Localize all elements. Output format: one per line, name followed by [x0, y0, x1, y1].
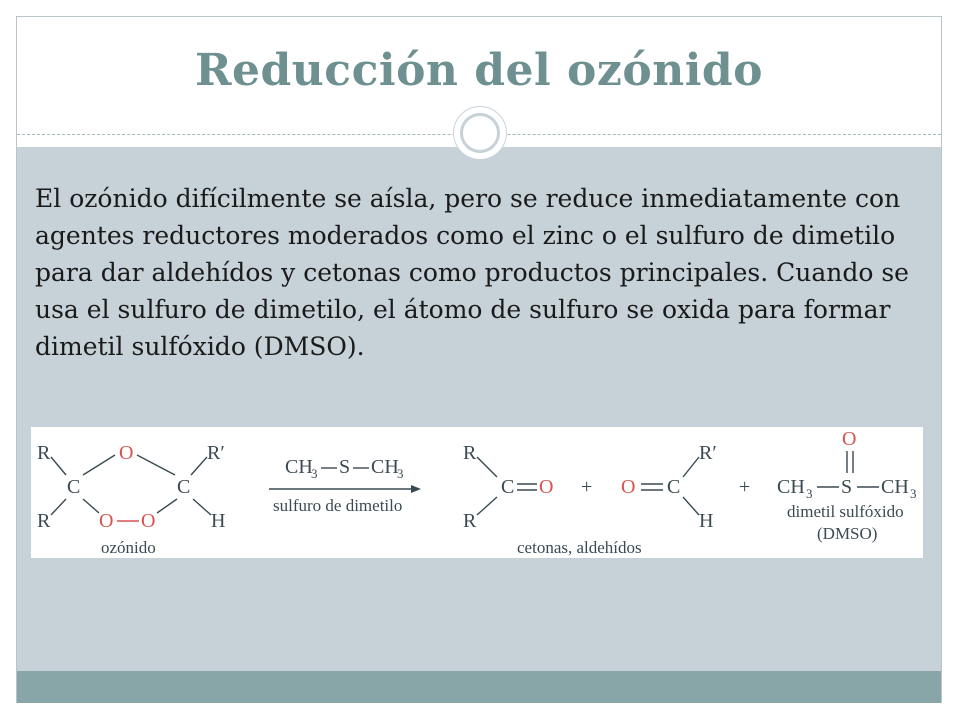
reagent-caption: sulfuro de dimetilo: [273, 496, 403, 515]
bond-r1-c: [51, 457, 66, 475]
dmso-ch3-a: CH: [777, 476, 805, 498]
ozonide-c-right: C: [177, 476, 191, 498]
plus-2: +: [739, 476, 751, 498]
reagent-ch3-a: CH: [285, 456, 313, 478]
reagent-sub-b: 3: [397, 466, 404, 481]
dmso-caption-1: dimetil sulfóxido: [787, 502, 904, 521]
dmso-sub-b: 3: [910, 486, 917, 501]
ozonide-c-left: C: [67, 476, 81, 498]
bond-o-br-c: [157, 499, 177, 513]
plus-1: +: [581, 476, 593, 498]
dmso-s: S: [841, 476, 853, 498]
aldehyde-r-prime: R′: [699, 442, 717, 464]
ketone-o: O: [539, 476, 554, 498]
ozonide-h: H: [211, 510, 226, 532]
slide-title: Reducción del ozónido: [194, 45, 764, 96]
ozonide-r1: R: [37, 442, 51, 464]
ozonide-caption: ozónido: [101, 538, 156, 557]
ketone-r-bottom: R: [463, 510, 477, 532]
ozonide-r-prime: R′: [207, 442, 225, 464]
reagent-s: S: [339, 456, 351, 478]
ketone-bond-r-bottom: [477, 497, 497, 515]
aldehyde-bond-h: [683, 497, 699, 515]
dmso-sub-a: 3: [806, 486, 813, 501]
ozonide-o-top: O: [119, 442, 134, 464]
ozonide-r2: R: [37, 510, 51, 532]
ozonide-o-bottom-left: O: [99, 510, 114, 532]
bond-c-o-bl: [83, 499, 99, 513]
aldehyde-c: C: [667, 476, 681, 498]
circle-ornament: [454, 107, 506, 159]
bond-c-o-top: [83, 455, 115, 475]
reaction-svg: [31, 427, 923, 558]
reagent-sub-a: 3: [311, 466, 318, 481]
ketone-r-top: R: [463, 442, 477, 464]
ketone-c: C: [501, 476, 515, 498]
reaction-arrow-head: [411, 485, 421, 493]
aldehyde-bond-r: [683, 457, 699, 477]
ketone-bond-r-top: [477, 457, 497, 477]
dmso-ch3-b: CH: [881, 476, 909, 498]
reaction-scheme: [31, 427, 923, 558]
aldehyde-o: O: [621, 476, 636, 498]
bond-c-r2: [51, 499, 66, 515]
dmso-caption-2: (DMSO): [817, 524, 878, 543]
bond-c-rprime: [191, 457, 207, 475]
body-paragraph: El ozónido difícilmente se aísla, pero se reduce inmediatamente con agentes reductores moderados como el zinc o el sulfuro de dimetilo para dar aldehídos y cetonas como productos principales. Cuando se usa el sulfuro de dimetilo, el átomo de sulfuro se oxida para formar dimetil sulfóxido (DMSO).: [35, 184, 909, 361]
products-caption: cetonas, aldehídos: [517, 538, 642, 557]
ozonide-o-bottom-right: O: [141, 510, 156, 532]
footer-bar: [17, 671, 941, 703]
bond-o-top-c: [137, 455, 175, 475]
aldehyde-h: H: [699, 510, 714, 532]
dmso-o: O: [842, 428, 857, 450]
bond-c-h: [193, 499, 211, 515]
slide-frame: [16, 16, 942, 703]
reagent-ch3-b: CH: [371, 456, 399, 478]
